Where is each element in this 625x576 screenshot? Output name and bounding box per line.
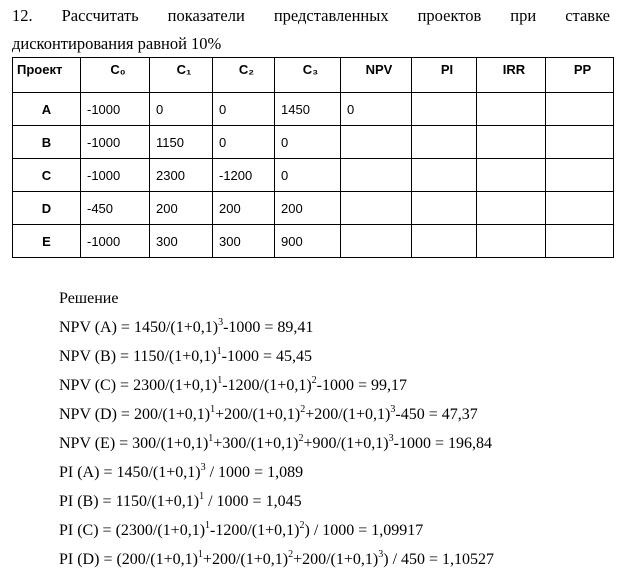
table-cell <box>477 192 546 225</box>
task-line-1 <box>12 2 610 30</box>
formula-text: +900/(1+0,1) <box>303 435 389 452</box>
table-cell: 0 <box>275 126 341 159</box>
solution-lines <box>59 313 494 574</box>
formula-text: PI (B) = 1150/(1+0,1) <box>59 493 200 510</box>
formula-exponent: 1 <box>217 374 223 386</box>
header-npv: NPV <box>341 58 412 93</box>
table-cell <box>546 126 614 159</box>
formula-text: +200/(1+0,1) <box>293 551 379 568</box>
project-name-cell: A <box>13 93 81 126</box>
header-c0: C₀ <box>81 58 150 93</box>
formula-text: +200/(1+0,1) <box>215 406 301 423</box>
project-name-cell: D <box>13 192 81 225</box>
formula-text: -1200/(1+0,1) <box>210 522 300 539</box>
formula-line <box>59 545 494 574</box>
header-c3: C₃ <box>275 58 341 93</box>
formula-exponent: 2 <box>299 519 305 531</box>
project-name-cell: C <box>13 159 81 192</box>
table-cell <box>477 93 546 126</box>
project-name-cell: B <box>13 126 81 159</box>
table-cell <box>341 225 412 258</box>
formula-exponent: 2 <box>300 403 306 415</box>
task-word: ставке <box>565 6 610 25</box>
table-cell <box>412 126 477 159</box>
table-row <box>13 192 614 225</box>
table-row <box>13 93 614 126</box>
table-cell <box>341 192 412 225</box>
table-cell: 200 <box>213 192 275 225</box>
formula-exponent: 3 <box>378 548 384 560</box>
formula-text: -1200/(1+0,1) <box>222 377 312 394</box>
table-cell: 200 <box>150 192 213 225</box>
table-cell: -1000 <box>81 159 150 192</box>
table-cell: 0 <box>213 93 275 126</box>
formula-line <box>59 458 494 487</box>
table-cell: 0 <box>341 93 412 126</box>
header-c2: C₂ <box>213 58 275 93</box>
formula-exponent: 1 <box>216 345 222 357</box>
table-cell <box>412 192 477 225</box>
formula-exponent: 1 <box>210 403 216 415</box>
table-cell: 200 <box>275 192 341 225</box>
formula-text: -1000 = 45,45 <box>221 348 312 365</box>
formula-line <box>59 400 494 429</box>
task-word: 12. <box>12 6 33 25</box>
formula-line <box>59 487 494 516</box>
table-cell <box>546 159 614 192</box>
table-cell: 900 <box>275 225 341 258</box>
table-cell <box>546 192 614 225</box>
formula-line <box>59 516 494 545</box>
formula-text: NPV (D) = 200/(1+0,1) <box>59 406 211 423</box>
table-cell: -1000 <box>81 225 150 258</box>
formula-text: +200/(1+0,1) <box>202 551 289 568</box>
table-cell: 2300 <box>150 159 213 192</box>
table-cell: -1000 <box>81 126 150 159</box>
formula-text: +200/(1+0,1) <box>305 406 391 423</box>
formula-line <box>59 342 494 371</box>
header-pp: PP <box>546 58 614 93</box>
formula-exponent: 2 <box>288 548 294 560</box>
table-row <box>13 159 614 192</box>
formula-text: -450 = 47,37 <box>395 406 478 423</box>
formula-text: -1000 = 196,84 <box>393 435 492 452</box>
header-irr: IRR <box>477 58 546 93</box>
formula-text: ) / 1000 = 1,09917 <box>304 522 424 539</box>
table-cell: 0 <box>213 126 275 159</box>
table-cell: 300 <box>150 225 213 258</box>
formula-text: ) / 450 = 1,10527 <box>383 551 495 568</box>
formula-text: PI (D) = (200/(1+0,1) <box>59 551 198 568</box>
task-line-2: дисконтирования равной 10% <box>12 34 222 53</box>
task-word: при <box>510 6 537 25</box>
formula-exponent: 2 <box>298 432 304 444</box>
formula-exponent: 3 <box>390 403 396 415</box>
formula-exponent: 1 <box>197 548 203 560</box>
task-word: проектов <box>417 6 482 25</box>
formula-line <box>59 429 494 458</box>
table-header-row <box>13 58 614 93</box>
formula-text: PI (C) = (2300/(1+0,1) <box>59 522 206 539</box>
formula-text: -1000 = 99,17 <box>316 377 408 394</box>
formula-exponent: 3 <box>200 461 206 473</box>
table-cell: -1000 <box>81 93 150 126</box>
solution-heading: Решение <box>59 290 119 307</box>
formula-line <box>59 313 494 342</box>
header-project: Проект <box>13 58 81 93</box>
project-name-cell: E <box>13 225 81 258</box>
table-cell: 0 <box>275 159 341 192</box>
formula-text: NPV (C) = 2300/(1+0,1) <box>59 377 218 394</box>
table-cell <box>477 159 546 192</box>
table-row <box>13 126 614 159</box>
table-cell <box>546 93 614 126</box>
formula-text: +300/(1+0,1) <box>213 435 299 452</box>
task-word: показатели <box>167 6 245 25</box>
task-statement <box>12 2 610 58</box>
formula-text: PI (A) = 1450/(1+0,1) <box>59 464 201 481</box>
table-cell <box>412 159 477 192</box>
table-cell <box>477 225 546 258</box>
table-cell <box>341 126 412 159</box>
task-word: представленных <box>273 6 389 25</box>
task-word: Рассчитать <box>61 6 139 25</box>
formula-exponent: 1 <box>199 490 205 502</box>
header-c1: C₁ <box>150 58 213 93</box>
projects-table <box>12 57 614 258</box>
formula-text: NPV (E) = 300/(1+0,1) <box>59 435 209 452</box>
table-cell: 1150 <box>150 126 213 159</box>
table-cell: 0 <box>150 93 213 126</box>
formula-exponent: 1 <box>208 432 214 444</box>
table-cell: -450 <box>81 192 150 225</box>
formula-text: NPV (B) = 1150/(1+0,1) <box>59 348 217 365</box>
table-row <box>13 225 614 258</box>
table-cell <box>412 93 477 126</box>
formula-text: NPV (A) = 1450/(1+0,1) <box>59 319 219 336</box>
table-cell <box>412 225 477 258</box>
formula-line <box>59 371 494 400</box>
table-cell: 1450 <box>275 93 341 126</box>
formula-exponent: 1 <box>205 519 211 531</box>
formula-exponent: 3 <box>388 432 394 444</box>
formula-exponent: 3 <box>218 316 224 328</box>
table-cell <box>546 225 614 258</box>
table-cell <box>341 159 412 192</box>
formula-exponent: 2 <box>311 374 317 386</box>
formula-text: / 1000 = 1,089 <box>205 464 304 481</box>
table-cell: -1200 <box>213 159 275 192</box>
table-cell: 300 <box>213 225 275 258</box>
header-pi: PI <box>412 58 477 93</box>
solution-section <box>59 284 494 574</box>
formula-text: -1000 = 89,41 <box>223 319 314 336</box>
table-cell <box>477 126 546 159</box>
formula-text: / 1000 = 1,045 <box>204 493 302 510</box>
